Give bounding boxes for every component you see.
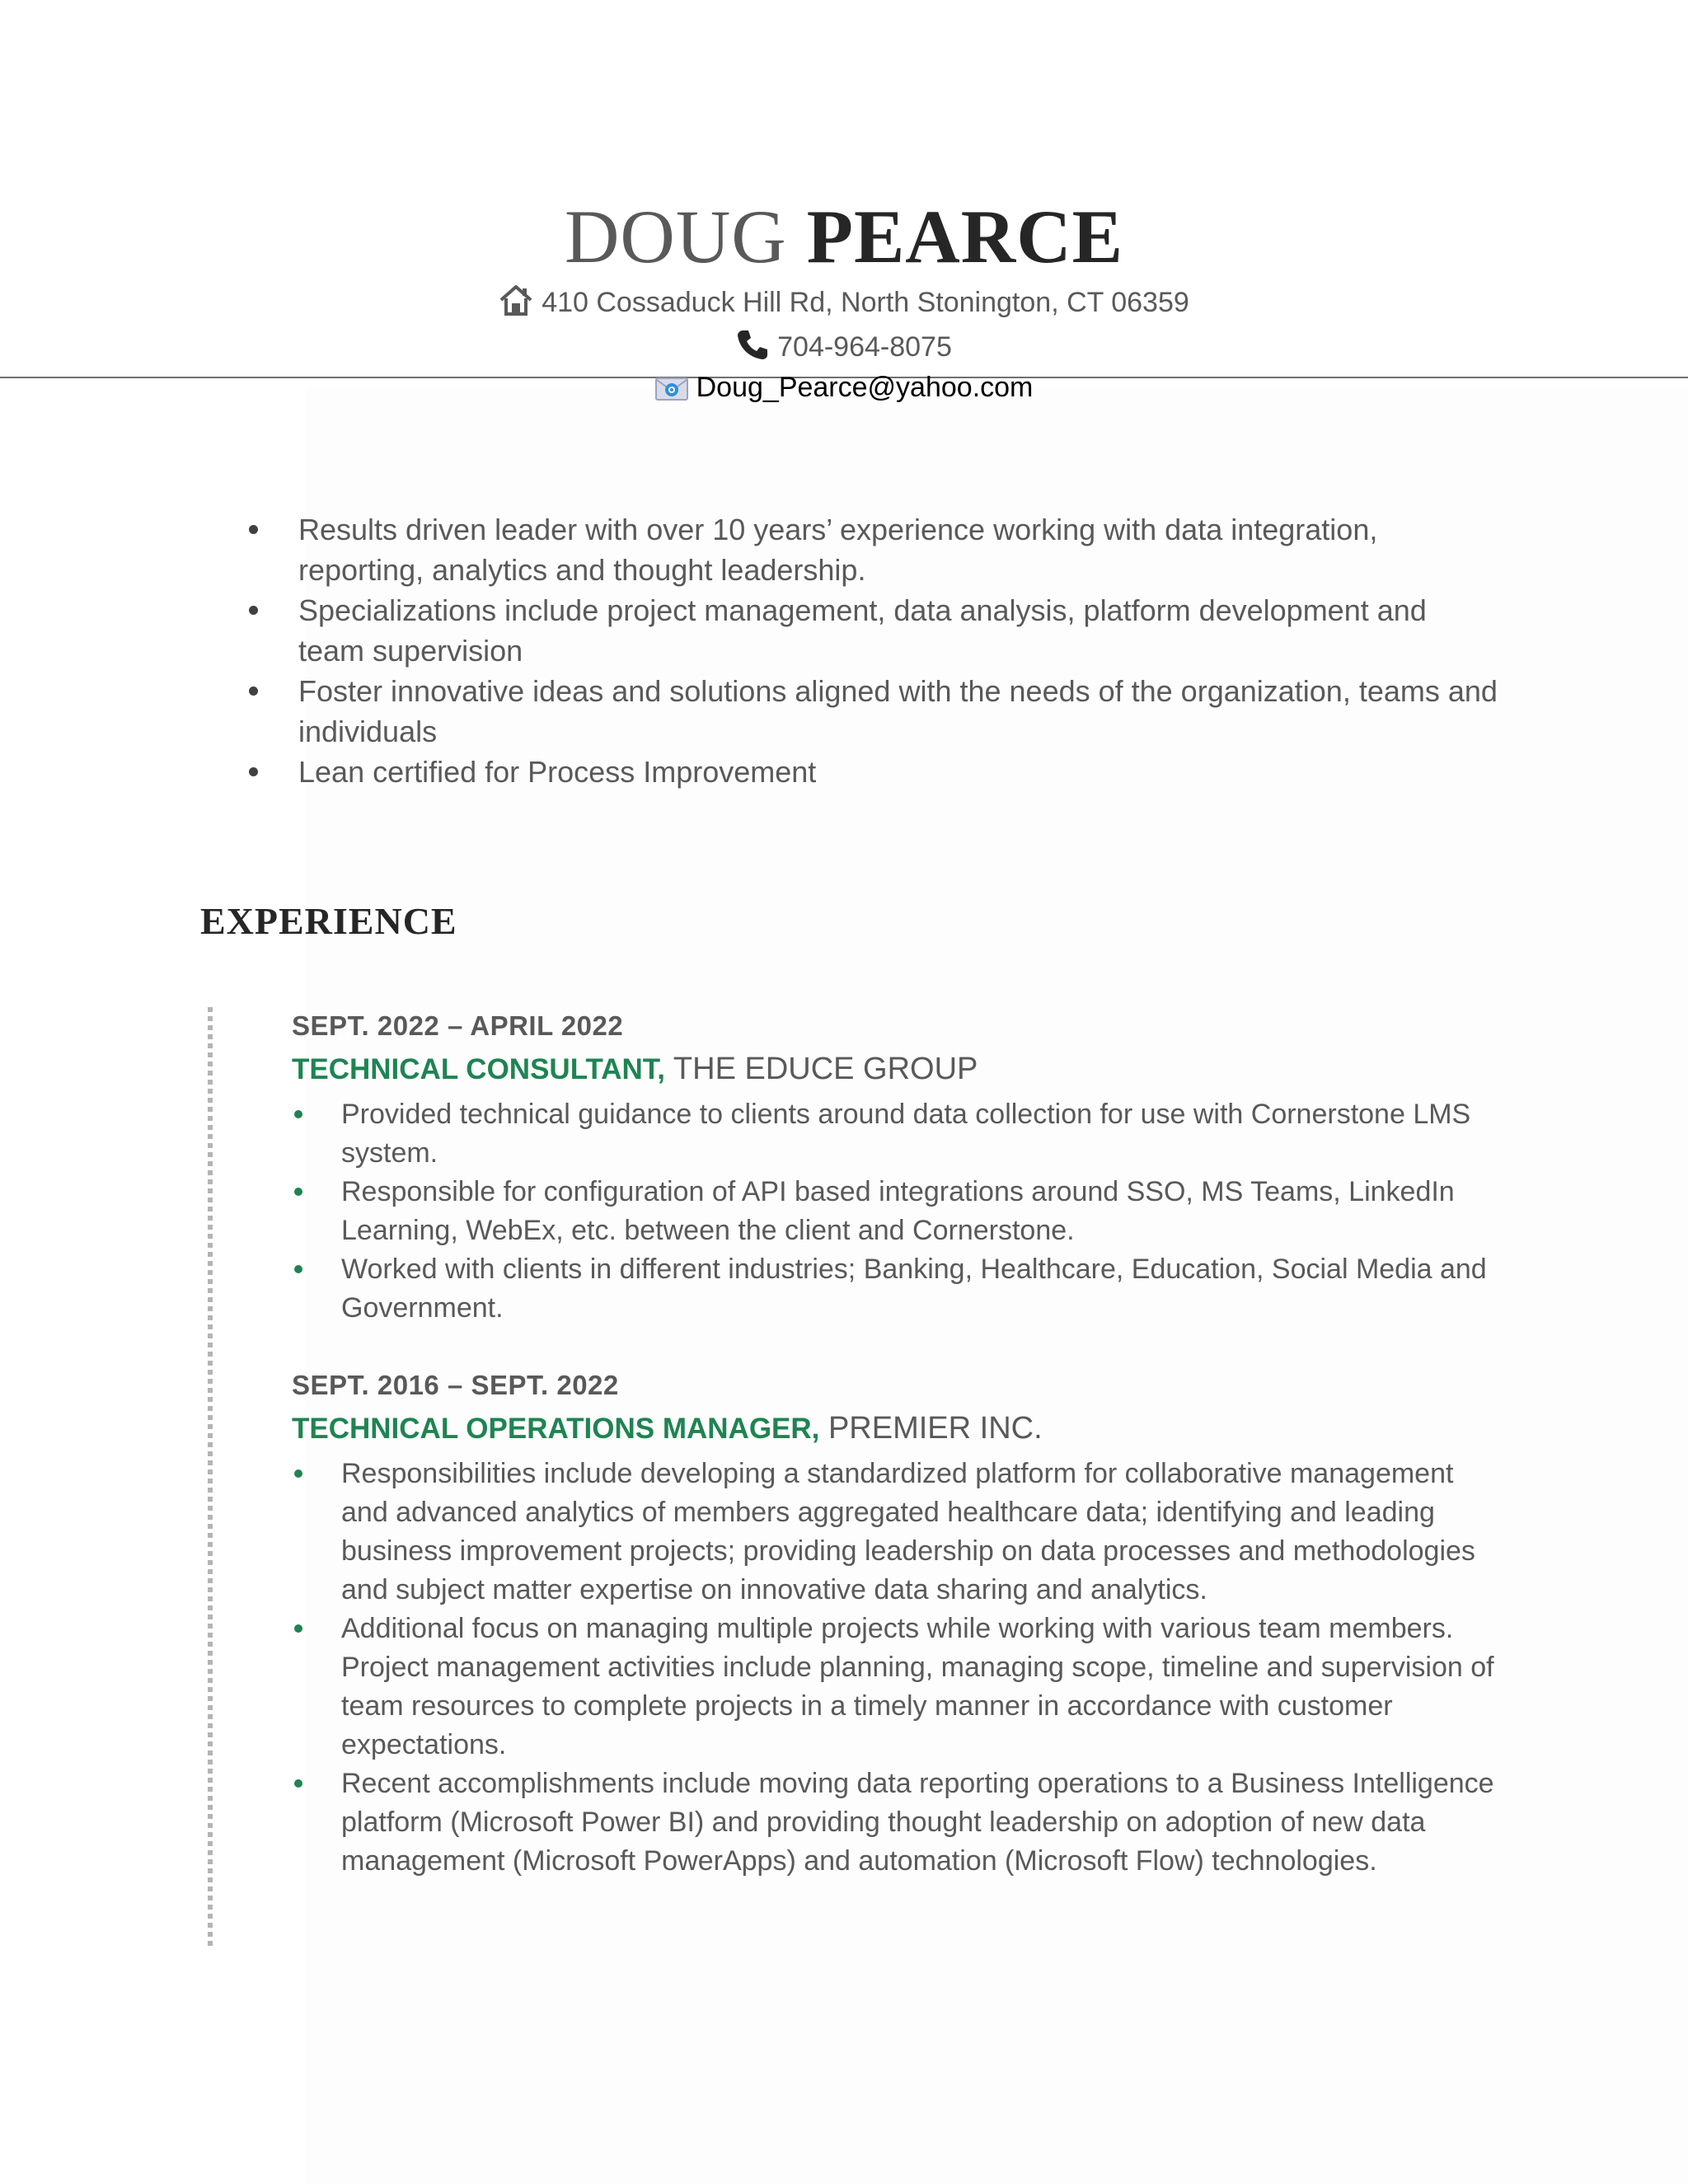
- address-text: 410 Cossaduck Hill Rd, North Stonington, CT 06359: [542, 287, 1189, 318]
- duty-item: Provided technical guidance to clients around data collection for use with Cornerstone LMS system.: [292, 1095, 1503, 1173]
- bullet-icon: [294, 1265, 302, 1273]
- duty-item: Responsible for configuration of API based integrations around SSO, MS Teams, LinkedIn Learning, WebEx, etc. between the client and Cornerstone.: [292, 1173, 1503, 1250]
- email-link[interactable]: Doug_Pearce@yahoo.com: [696, 372, 1034, 403]
- phone-icon: [736, 328, 769, 370]
- summary-item: Specializations include project management, data analysis, platform development and team supervision: [246, 590, 1498, 671]
- duty-item: Worked with clients in different industries; Banking, Healthcare, Education, Social Media and Government.: [292, 1250, 1503, 1328]
- bullet-icon: [294, 1624, 302, 1633]
- email-icon: [655, 374, 688, 410]
- bullet-icon: [294, 1188, 302, 1196]
- summary-item: Lean certified for Process Improvement: [246, 752, 1498, 792]
- duty-item: Additional focus on managing multiple projects while working with various team members. Project management activities include planning, managing scope, timeline and supervision of team resources to complete projects in a timely manner in accordance with customer expectations.: [292, 1610, 1503, 1765]
- first-name: DOUG: [564, 194, 787, 279]
- phone-text: 704-964-8075: [777, 331, 952, 363]
- bullet-icon: [294, 1779, 302, 1788]
- bullet-icon: [249, 767, 258, 776]
- contact-phone: [0, 328, 1688, 370]
- bullet-icon: [249, 525, 258, 534]
- duty-item: Recent accomplishments include moving data reporting operations to a Business Intelligence platform (Microsoft Power BI) and providing thought leadership on adoption of new data management (Microsoft PowerApps) and automation (Microsoft Flow) technologies.: [292, 1765, 1503, 1881]
- job-dates: SEPT. 2016 – SEPT. 2022: [292, 1370, 619, 1400]
- bullet-icon: [294, 1469, 302, 1478]
- job-entry: [292, 1007, 1503, 1328]
- job-company: THE EDUCE GROUP: [673, 1052, 978, 1086]
- summary-item: Results driven leader with over 10 years’ experience working with data integration, reporting, analytics and thought leadership.: [246, 509, 1498, 590]
- job-title-line: [292, 1048, 1503, 1090]
- last-name: PEARCE: [806, 194, 1123, 279]
- contact-address: [0, 284, 1688, 326]
- job-role: TECHNICAL CONSULTANT,: [292, 1053, 666, 1085]
- bullet-icon: [294, 1110, 302, 1118]
- resume-name: [0, 191, 1688, 282]
- bullet-icon: [249, 606, 258, 615]
- job-company: PREMIER INC.: [828, 1411, 1043, 1446]
- job-entry: [292, 1366, 1503, 1881]
- bullet-icon: [249, 687, 258, 696]
- timeline-divider: [208, 1007, 213, 1948]
- summary-list: [246, 509, 1498, 792]
- duty-item: Responsibilities include developing a standardized platform for collaborative management and advanced analytics of members aggregated healthcare data; identifying and leading business improvement projects; providing leadership on data processes and methodologies and subject matter expertise on innovative data sharing and analytics.: [292, 1455, 1503, 1610]
- summary-item: Foster innovative ideas and solutions aligned with the needs of the organization, teams and individuals: [246, 671, 1498, 752]
- contact-email: [0, 369, 1688, 410]
- job-dates: SEPT. 2022 – APRIL 2022: [292, 1010, 624, 1041]
- job-title-line: [292, 1408, 1503, 1450]
- job-duties: [292, 1095, 1503, 1328]
- house-icon: [499, 284, 533, 326]
- experience-heading: EXPERIENCE: [200, 900, 457, 942]
- job-duties: [292, 1455, 1503, 1881]
- job-role: TECHNICAL OPERATIONS MANAGER,: [292, 1413, 820, 1445]
